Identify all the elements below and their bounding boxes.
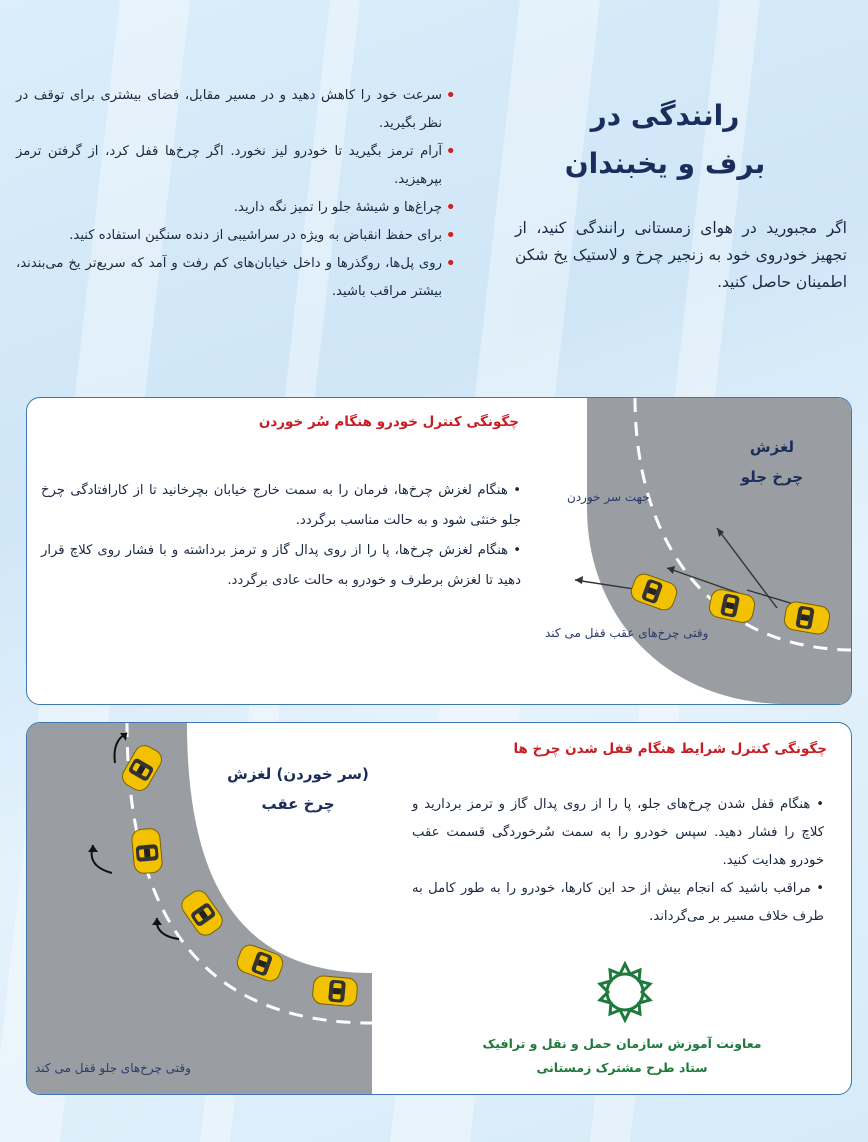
tip-item: • چراغ‌ها و شیشهٔ جلو را تمیز نگه دارید. — [16, 194, 456, 222]
instruction-point: • هنگام لغزش چرخ‌ها، پا را از روی پدال گاز و ترمز برداشته و با فشار روی کلاچ قرار دهید تا لغزش برطرف و خودرو به حالت عادی برگردد. — [41, 543, 521, 588]
footer-line-1: معاونت آموزش سازمان حمل و نقل و ترافیک — [482, 1036, 762, 1051]
tips-list — [16, 82, 456, 306]
skid-direction-label: جهت سر خوردن — [567, 490, 650, 504]
page-title — [540, 92, 790, 188]
footer-line-2: ستاد طرح مشترک زمستانی — [536, 1060, 708, 1075]
side-label-line-2: چرخ جلو — [740, 468, 804, 486]
front-skid-heading: چگونگی کنترل خودرو هنگام سُر خوردن — [258, 414, 519, 430]
instruction-point: • مراقب باشید که انجام بیش از حد این کارها، خودرو را به طور کامل به طرف خلاف مسیر بر می‌گرداند. — [412, 881, 824, 924]
instruction-point: • هنگام قفل شدن چرخ‌های جلو، پا را از روی پدال گاز و ترمز بردارید و کلاچ را فشار دهید. سپس خودرو را به سمت سُرخوردگی قسمت عقب خودرو هدایت کنید. — [412, 797, 824, 868]
rear-skid-heading: چگونگی کنترل شرایط هنگام قفل شدن چرخ ها — [513, 741, 827, 757]
taxi-car-icon — [312, 975, 358, 1007]
front-wheel-skid-panel — [26, 397, 852, 705]
bullet-dot: • — [810, 797, 824, 812]
tip-item: • آرام ترمز بگیرید تا خودرو لیز نخورد. اگر چرخ‌ها قفل کرد، از گرفتن ترمز بپرهیزید. — [16, 138, 456, 194]
rear-skid-side-label — [203, 759, 393, 819]
footer-credits — [472, 1032, 772, 1080]
side-label-line-1: (سر خوردن) لغزش — [227, 765, 369, 783]
rear-skid-road-caption: وقتی چرخ‌های جلو قفل می کند — [35, 1061, 191, 1075]
tip-item: • سرعت خود را کاهش دهید و در مسیر مقابل، فضای بیشتری برای توقف در نظر بگیرید. — [16, 82, 456, 138]
side-label-line-2: چرخ عقب — [261, 795, 335, 813]
intro-paragraph: اگر مجبورید در هوای زمستانی رانندگی کنید، از تجهیز خودروی خود به زنجیر چرخ و لاستیک یخ شکن اطمینان حاصل کنید. — [515, 219, 847, 291]
tip-item: • روی پل‌ها، روگذرها و داخل خیابان‌های کم رفت و آمد که سریع‌تر یخ می‌بندند، بیشتر مراقب باشید. — [16, 250, 456, 306]
tip-item: • برای حفظ انقباض به ویژه در سراشیبی از دنده سنگین استفاده کنید. — [16, 222, 456, 250]
skid-arrow-icon — [575, 576, 583, 584]
taxi-car-icon — [131, 828, 163, 874]
front-skid-side-label — [717, 432, 827, 492]
bullet-dot: • — [810, 881, 824, 896]
title-line-1: رانندگی در — [590, 99, 740, 132]
rear-skid-instructions — [412, 791, 824, 931]
front-skid-instructions — [41, 476, 521, 596]
tehran-municipality-logo — [590, 960, 660, 1024]
bullet-dot: • — [508, 543, 521, 558]
title-line-2: برف و یخبندان — [564, 147, 766, 180]
instruction-point: • هنگام لغزش چرخ‌ها، فرمان را به سمت خارج خیابان بچرخانید تا از کارافتادگی چرخ جلو خنثی شود و به حالت مناسب برگردد. — [41, 483, 521, 528]
side-label-line-1: لغزش — [749, 438, 795, 456]
front-skid-road-caption: وقتی چرخ‌های عقب قفل می کند — [545, 626, 709, 640]
bullet-dot: • — [507, 483, 521, 498]
